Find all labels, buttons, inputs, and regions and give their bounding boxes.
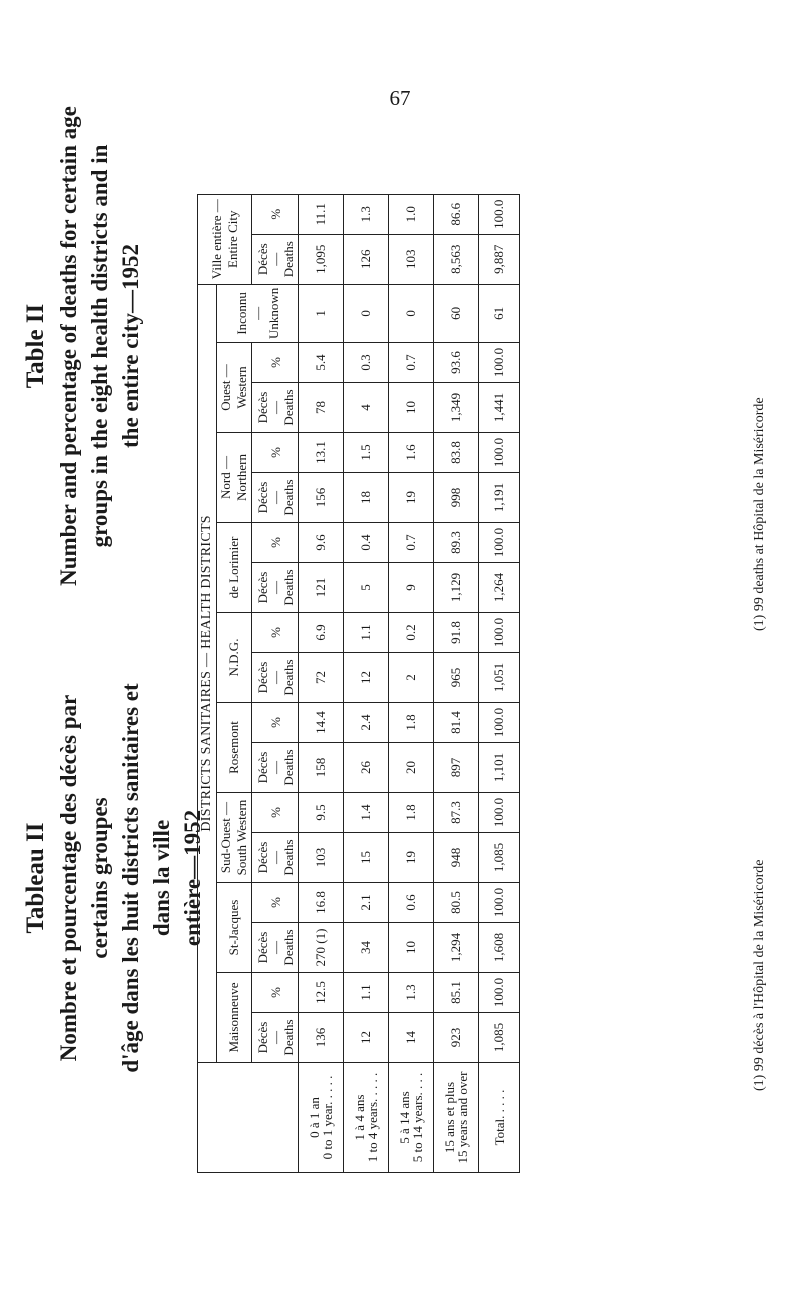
table-cell: 1.5 [344,433,389,473]
table-body [299,194,520,1172]
table-cell: 1.0 [389,194,434,234]
deaths-subheader-deces: Décès [254,1021,270,1054]
table-cell: 136 [299,1013,344,1063]
table-cell: 2.1 [344,883,389,923]
table-cell: 897 [434,743,479,793]
table-cell: 10 [389,923,434,973]
percent-subheader: % [252,793,299,833]
table-cell: 2.4 [344,703,389,743]
table-cell: 0.7 [389,343,434,383]
table-cell: 156 [299,473,344,523]
table-cell: 103 [389,234,434,284]
table-cell: 9 [389,563,434,613]
table-cell: 6.9 [299,613,344,653]
percent-subheader: % [252,194,299,234]
table-cell: 0.2 [389,613,434,653]
table-cell: 1.3 [344,194,389,234]
deaths-subheader-deaths: Deaths [280,389,296,426]
table-cell: 16.8 [299,883,344,923]
table-cell: 89.3 [434,523,479,563]
table-cell: 1,191 [479,473,520,523]
table-cell: 1.8 [389,793,434,833]
table-cell: 126 [344,234,389,284]
district-header: St-Jacques [217,883,252,973]
deaths-subheader-deces: Décès [254,571,270,604]
deaths-subheader-deces: Décès [254,661,270,694]
age-label-en: 0 to 1 year. . . . . [320,1075,335,1160]
table-cell: 998 [434,473,479,523]
title-fr-line: entière—1952 [180,809,205,947]
deaths-subheader [252,653,299,703]
deaths-subheader-deces: Décès [254,243,270,276]
title-fr-line: Nombre et pourcentage des décès par certains groupes [56,694,112,1062]
table-cell: 1,101 [479,743,520,793]
age-label-en: 1 to 4 years. . . . . [365,1072,380,1163]
table-cell: 1,294 [434,923,479,973]
deaths-subheader-dash: — [267,581,283,594]
age-group-label [434,1063,479,1173]
district-header: Maisonneuve [217,973,252,1063]
table-cell: 5.4 [299,343,344,383]
age-group-label [344,1063,389,1173]
table-cell: 12.5 [299,973,344,1013]
deaths-subheader-dash: — [267,941,283,954]
table-cell: 100.0 [479,883,520,923]
table-cell: 9.6 [299,523,344,563]
table-cell: 10 [389,383,434,433]
deaths-subheader-deces: Décès [254,841,270,874]
table-cell: 11.1 [299,194,344,234]
age-label-en: 5 to 14 years. . . . [410,1072,425,1163]
table-cell: 93.6 [434,343,479,383]
table-cell: 1,085 [479,833,520,883]
table-cell: 121 [299,563,344,613]
age-label-en: Total. . . . . [491,1089,507,1146]
deaths-subheader-dash: — [267,491,283,504]
table-cell: 12 [344,1013,389,1063]
table-cell: 91.8 [434,613,479,653]
deaths-subheader-deaths: Deaths [280,569,296,606]
table-cell: 923 [434,1013,479,1063]
table-cell: 1.1 [344,973,389,1013]
title-en-line: Number and percentage of deaths for certain age [56,106,81,586]
table-cell: 19 [389,473,434,523]
deaths-subheader-dash: — [267,761,283,774]
table-cell: 0 [389,284,434,342]
title-fr-line: d'âge dans les huit districts sanitaires et dans la ville [118,683,174,1073]
table-cell: 12 [344,653,389,703]
deaths-subheader-deaths: Deaths [280,659,296,696]
table-cell: 26 [344,743,389,793]
table-cell: 1,095 [299,234,344,284]
deaths-subheader-dash: — [267,1031,283,1044]
table-cell: 81.4 [434,703,479,743]
table-cell: 1.3 [389,973,434,1013]
deaths-subheader-dash: — [267,671,283,684]
table-cell: 14 [389,1013,434,1063]
table-cell: 100.0 [479,433,520,473]
table-cell: 34 [344,923,389,973]
total-row [479,194,520,1172]
table-cell: 100.0 [479,343,520,383]
deaths-subheader [252,833,299,883]
table-cell: 158 [299,743,344,793]
table-row [389,194,434,1172]
table-cell: 80.5 [434,883,479,923]
deaths-subheader-deaths: Deaths [280,749,296,786]
table-heading-en: Table II [22,303,49,389]
age-label-fr: 15 ans et plus [442,1081,457,1154]
table-cell: 0.7 [389,523,434,563]
table-cell: 20 [389,743,434,793]
district-header: Ouest — Western [217,343,252,433]
table-cell: 5 [344,563,389,613]
age-header-blank [198,1063,299,1173]
table-cell: 85.1 [434,973,479,1013]
table-row [299,194,344,1172]
percent-subheader: % [252,613,299,653]
age-label-fr: 1 à 4 ans [352,1094,367,1141]
table-cell: 0.6 [389,883,434,923]
table-cell: 100.0 [479,703,520,743]
table-cell: 87.3 [434,793,479,833]
table-cell: 1,349 [434,383,479,433]
table-cell: 1.1 [344,613,389,653]
deaths-subheader [252,923,299,973]
table-cell: 270 (1) [299,923,344,973]
health-districts-header: DISTRICTS SANITAIRES — HEALTH DISTRICTS [198,284,217,1062]
percent-subheader: % [252,523,299,563]
table-cell: 100.0 [479,973,520,1013]
percent-subheader: % [252,343,299,383]
table-cell: 9.5 [299,793,344,833]
table-cell: 1,608 [479,923,520,973]
table-cell: 965 [434,653,479,703]
deaths-subheader [252,383,299,433]
table-cell: 1.4 [344,793,389,833]
table-cell: 18 [344,473,389,523]
age-group-label [479,1063,520,1173]
table-heading-fr: Tableau II [22,822,49,934]
deaths-subheader-deces: Décès [254,931,270,964]
table-cell: 0.3 [344,343,389,383]
title-en-line: the entire city—1952 [118,244,143,448]
table-cell: 1,129 [434,563,479,613]
table-cell: 1,441 [479,383,520,433]
deaths-subheader-deaths: Deaths [280,1019,296,1056]
table-cell: 9,887 [479,234,520,284]
district-header: Sud-Ouest — South Western [217,793,252,883]
deaths-table [197,194,520,1173]
table-row [344,194,389,1172]
percent-subheader: % [252,883,299,923]
percent-subheader: % [252,703,299,743]
page-number: 67 [389,86,411,110]
table-cell: 8,563 [434,234,479,284]
table-cell: 100.0 [479,613,520,653]
table-cell: 14.4 [299,703,344,743]
table-cell: 13.1 [299,433,344,473]
table-cell: 60 [434,284,479,342]
deaths-subheader [252,743,299,793]
table-cell: 100.0 [479,194,520,234]
table-cell: 1,264 [479,563,520,613]
deaths-subheader-deaths: Deaths [280,839,296,876]
table-cell: 61 [479,284,520,342]
deaths-subheader [252,563,299,613]
deaths-subheader-deces: Décès [254,481,270,514]
deaths-subheader-dash: — [267,252,283,266]
percent-subheader: % [252,433,299,473]
deaths-subheader-deaths: Deaths [280,241,296,278]
deaths-subheader-dash: — [267,401,283,414]
age-label-fr: 5 à 14 ans [397,1091,412,1144]
table-cell: 103 [299,833,344,883]
title-english [20,46,146,646]
table-cell: 72 [299,653,344,703]
table-cell: 86.6 [434,194,479,234]
district-header: de Lorimier [217,523,252,613]
footnote-fr: (1) 99 décès à l'Hôpital de la Miséricorde [752,859,767,1091]
table-cell: 19 [389,833,434,883]
deaths-subheader [252,1013,299,1063]
unknown-header: Inconnu — Unknown [217,284,299,342]
table-cell: 1 [299,284,344,342]
table-cell: 2 [389,653,434,703]
table-cell: 1,085 [479,1013,520,1063]
table-cell: 100.0 [479,523,520,563]
entire-city-header: Ville entière — Entire City [198,194,252,284]
table-cell: 0.4 [344,523,389,563]
title-french [20,663,208,1093]
deaths-subheader [252,234,299,284]
table-row [434,194,479,1172]
table-cell: 4 [344,383,389,433]
table-cell: 100.0 [479,793,520,833]
percent-subheader: % [252,973,299,1013]
deaths-subheader [252,473,299,523]
table-cell: 948 [434,833,479,883]
age-label-fr: 0 à 1 an [307,1097,322,1138]
age-group-label [389,1063,434,1173]
footnote-en: (1) 99 deaths at Hôpital de la Miséricorde [752,397,767,631]
table-cell: 1.6 [389,433,434,473]
table-cell: 1,051 [479,653,520,703]
district-header: Nord — Northern [217,433,252,523]
district-header: N.D.G. [217,613,252,703]
age-group-label [299,1063,344,1173]
table-cell: 0 [344,284,389,342]
deaths-subheader-deces: Décès [254,751,270,784]
age-label-en: 15 years and over [455,1071,470,1164]
deaths-subheader-deaths: Deaths [280,479,296,516]
table-cell: 15 [344,833,389,883]
deaths-subheader-deces: Décès [254,391,270,424]
table-cell: 1.8 [389,703,434,743]
deaths-subheader-deaths: Deaths [280,929,296,966]
table-cell: 83.8 [434,433,479,473]
district-header: Rosemont [217,703,252,793]
title-en-line: groups in the eight health districts and in [87,144,112,548]
table-cell: 78 [299,383,344,433]
deaths-subheader-dash: — [267,851,283,864]
